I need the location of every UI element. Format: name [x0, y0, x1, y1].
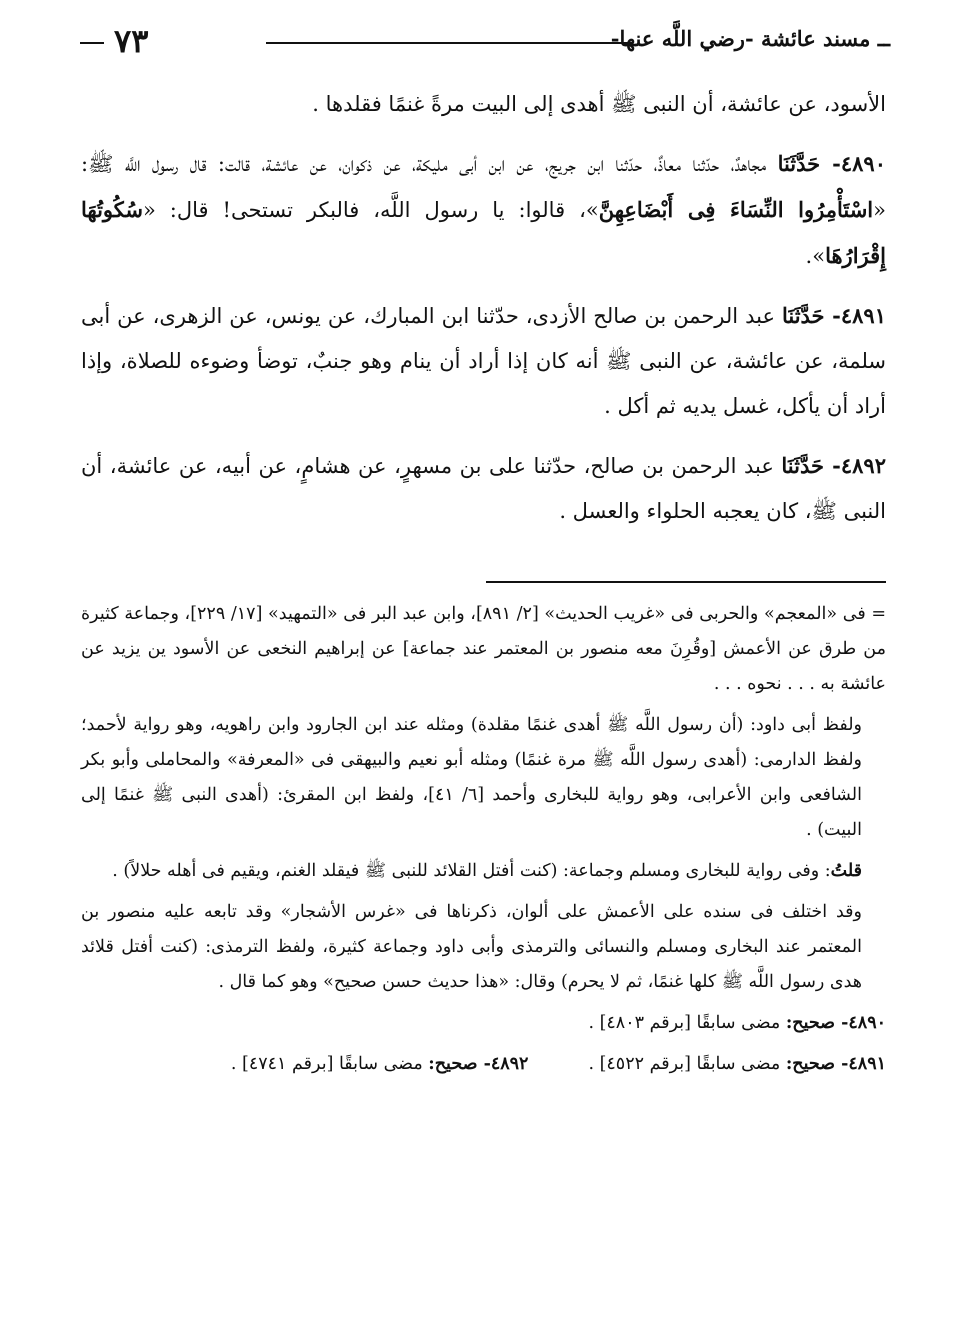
grading-ref: ٤٨٩٠- صحيح: مضى سابقًا [برقم ٤٨٠٣] . — [588, 1013, 886, 1033]
page-number-dash — [80, 42, 104, 44]
hadith-number: ٤٨٩٢ — [840, 453, 886, 478]
running-header — [80, 22, 890, 66]
prophetic-quote: اسْتَأْمِرُوا النِّسَاءَ فِى أَبْضَاعِهِنَّ — [598, 197, 874, 222]
footnote-paragraph: قلتُ: وفى رواية للبخارى ومسلم وجماعة: (كنت أفتل القلائد للنبى ﷺ فيقلد الغنم، ويقيم فى أهله حلالاً) . — [112, 861, 862, 881]
hadatha-word: - حَدَّثَنَا — [781, 453, 841, 478]
grading-ref: ٤٨٩٢- صحيح: مضى سابقًا [برقم ٤٧٤١] . — [230, 1054, 529, 1074]
grading-ref: ٤٨٩١- صحيح: مضى سابقًا [برقم ٤٥٢٢] . — [588, 1054, 886, 1074]
footnote-paragraph: ولفظ أبى داود: (أن رسول اللَّه ﷺ أهدى غنمًا مقلدة) ومثله عند ابن الجارود وابن راهويه، وهو رواية لأحمد؛ ولفظ الدارمى: (أهدى رسول اللَّه ﷺ مرة غنمًا) ومثله أبو نعيم والبيهقى فى «المعرفة» والمحاملى وأبو بكر الشافعى وابن الأعرابى، وهو رواية للبخارى وأحمد [٦/ ٤١]، ولفظ ابن المقرئ: (أهدى النبى ﷺ غنمًا إلى البيت) . — [81, 715, 862, 840]
hadith-4892: ٤٨٩٢- حَدَّثَنَا عبد الرحمن بن صالح، حدّثنا على بن مسهرٍ، عن هشامٍ، عن أبيه، عن عائشة، أن النبى ﷺ، كان يعجبه الحلواء والعسل . — [81, 453, 886, 523]
prophetic-quote: سُكُوتُهَا إِقْرَارُهَا — [81, 197, 886, 268]
footnotes — [81, 597, 886, 1082]
hadith-continuation: الأسود، عن عائشة، أن النبى ﷺ أهدى إلى البيت مرةً غنمًا فقلدها . — [312, 92, 886, 116]
hadith-number: ٤٨٩١ — [840, 303, 886, 328]
hadatha-word: - حَدَّثَنَا — [781, 303, 841, 328]
footnote-paragraph: = فى «المعجم» والحربى فى «غريب الحديث» [٢/ ٨٩١]، وابن عبد البر فى «التمهيد» [١٧/ ٢٢٩]، وجماعة كثيرة من طرق عن الأعمش [وقُرِنَ معه منصور بن المعتمر عند جماعة] عن إبراهيم النخعى عن الأسود ين يزيد عن عائشة به . . . نحوه . . . — [81, 604, 886, 694]
hadith-4891: ٤٨٩١- حَدَّثَنَا عبد الرحمن بن صالح الأزدى، حدّثنا ابن المبارك، عن يونس، عن الزهرى، عن أبى سلمة، عن عائشة، عن النبى ﷺ أنه كان إذا أراد أن ينام وهو جنبٌ، توضأ وضوءه للصلاة، وإذا أراد أن يأكل، غسل يديه ثم أكل . — [81, 303, 886, 418]
hadith-4890: ٤٨٩٠- حَدَّثَنَا مجاهدٌ، حدّثنا معاذٌ، حدّثنا ابن جريج، عن ابن أبى مليكة، عن ذكوان، عن عائشة، قالت: قال رسول اللَّه ﷺ: «اسْتَأْمِرُوا النِّسَاءَ فِى أَبْضَاعِهِنَّ»، قالوا: يا رسول اللَّه، فالبكر تستحى! قال: «سُكُوتُهَا إِقْرَارُهَا». — [81, 151, 886, 268]
page-number: ٧٣ — [114, 22, 149, 60]
footnote-separator — [486, 581, 886, 583]
qult-label: قلتُ — [830, 861, 862, 881]
hadatha-word: - حَدَّثَنَا — [777, 151, 841, 176]
header-title: ــ مسند عائشة -رضي اللَّه عنها- — [610, 26, 890, 51]
footnote-paragraph: وقد اختلف فى سنده على الأعمش على ألوان، ذكرناها فى «غرس الأشجار» وقد تابعه عليه منصور بن المعتمر عند البخارى ومسلم والنسائى والترمذى وأبى داود وجماعة كثيرة، ولفظ الترمذى: (كنت أفتل قلائد هدى رسول اللَّه ﷺ كلها غنمًا، ثم لا يحرم) وقال: «هذا حديث حسن صحيح» وهو كما قال . — [81, 902, 862, 992]
grading-refs-row — [81, 1047, 886, 1082]
hadith-number: ٤٨٩٠ — [840, 151, 886, 176]
hadith-text — [81, 82, 886, 548]
header-rule — [266, 42, 632, 44]
